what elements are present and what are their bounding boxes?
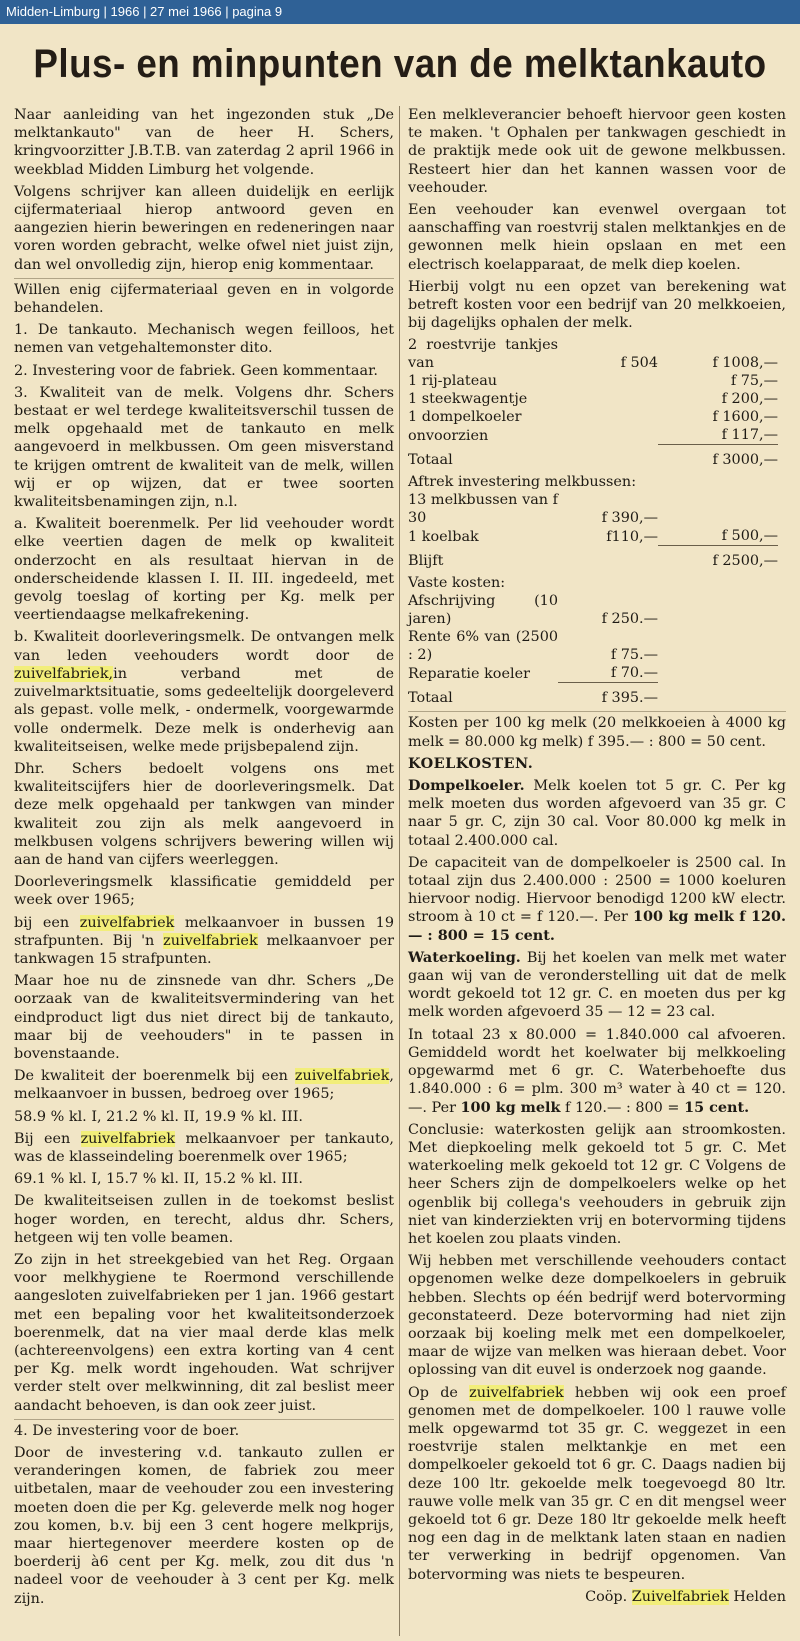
table-row: Aftrek investering melkbussen:	[408, 474, 637, 491]
paragraph: Doorleveringsmelk klassificatie gemiddeld per week over 1965;	[14, 874, 394, 909]
paragraph: 1. De tankauto. Mechanisch wegen feilloos, het nemen van vetgehaltemonster dito.	[14, 322, 394, 357]
paragraph: Dompelkoeler. Melk koelen tot 5 gr. C. Per kg melk moeten dus worden afgevoerd van 35 gr. C naar 5 gr. C, zijn 30 cal. Voor 80.000 kg melk in totaal 2.400.000 cal.	[408, 777, 786, 849]
article-headline: Plus- en minpunten van de melktankauto	[33, 42, 767, 86]
paragraph: 3. Kwaliteit van de melk. Volgens dhr. Schers bestaat er wel terdege kwaliteitsverschil tussen de melk opgehaald met de tankauto en melk aangevoerd in melkbussen. Om geen misverstand te krijgen omtrent de kwaliteit van de melk, willen wij er op wijzen, dat er twee soorten kwaliteitsbenamingen zijn, n.l.	[14, 384, 394, 511]
paragraph: Wij hebben met verschillende veehouders contact opgenomen welke deze dompelkoelers in gebruik hebben. Slechts op één bedrijf werd botervorming geconstateerd. Deze botervorming had niet zijn oorzaak bij koeling melk met een dompelkoeler, maar de wijze van melken was hieraan debet. Voor oplossing van dit euvel is onderzoek nog gaande.	[408, 1253, 786, 1379]
paragraph: Waterkoeling. Bij het koelen van melk met water gaan wij van de veronderstelling uit dat de melk wordt gekoeld tot 12 gr. C. en moeten dus per kg melk worden afgevoerd 35 — 12 = 23 cal.	[408, 948, 786, 1021]
paragraph: Volgens schrijver kan alleen duidelijk en eerlijk cijfermateriaal hierop antwoord geven en aangezien hierin beweringen en redeneringen naar voren worden gebracht, welke ofwel niet juist zijn, dan wel onvolledig zijn, hierop enig kommentaar.	[14, 183, 394, 273]
article-column-right	[408, 106, 786, 1610]
paragraph: Door de investering v.d. tankauto zullen er veranderingen komen, de fabriek zou meer uitbetalen, maar de veehouder zou een investering moeten doen die per Kg. geleverde melk nog hoger zou komen, b.v. bij een 3 cent hogere melkprijs, maar hiertegenover meerdere kosten op de boerderij à6 cent per Kg. melk, zou dit dus 'n nadeel voor de veehouder à 3 cent per Kg. melk zijn.	[14, 1445, 394, 1607]
paragraph: b. Kwaliteit doorleveringsmelk. De ontvangen melk van leden veehouders wordt door de zuivelfabriek,in verband met de zuivelmarktsituatie, soms gedeeltelijk doorgeleverd als gepast. volle melk, - ondermelk, voorgewarmde volle ondermelk. Deze melk is onderhevig aan kwaliteitseisen, welke mede prijsbepalend zijn.	[14, 629, 394, 755]
table-row: Vaste kosten:	[408, 575, 506, 592]
paragraph: 58.9 % kl. I, 21.2 % kl. II, 19.9 % kl. III.	[14, 1108, 303, 1125]
table-row: Blijft f 2500,—	[408, 546, 778, 571]
paragraph: Maar hoe nu de zinsnede van dhr. Schers „De oorzaak van de kwaliteitsvermindering van het eindproduct ligt dus niet direct bij de tankauto, maar bij de veehouders" in te passen in bovenstaande.	[14, 973, 394, 1062]
article-column-left	[14, 106, 394, 1612]
paragraph: 2. Investering voor de fabriek. Geen kommentaar.	[14, 362, 378, 379]
paragraph: Kosten per 100 kg melk (20 melkkoeien à 4000 kg melk = 80.000 kg melk) f 395.— : 800 = 50 cent.	[408, 711, 786, 750]
paragraph: 4. De investering voor de boer.	[14, 1419, 394, 1440]
table-row: 1 rij-plateau f 75,—	[408, 373, 778, 390]
highlight: zuivelfabriek	[80, 1130, 176, 1147]
table-row: onvoorzien f 117,—	[408, 427, 778, 444]
paragraph: Conclusie: waterkosten gelijk aan stroomkosten. Met diepkoeling melk gekoeld tot 5 gr. C. Met waterkoeling melk gekoeld tot 12 gr. C Volgens de heer Schers zijn de dompelkoelers welke op het ogenblik bij collega's veehouders in gebruik zijn niet van kinderziekten vrij en botervorming tijdens het koelen zou plaats vinden.	[408, 1121, 786, 1247]
table-row: Totaal f 3000,—	[408, 445, 778, 470]
highlight: Zuivelfabriek	[631, 1588, 729, 1605]
signature: Coöp. Zuivelfabriek Helden	[585, 1588, 786, 1605]
highlight: zuivelfabriek	[469, 1384, 564, 1401]
paragraph: De kwaliteit der boerenmelk bij een zuivelfabriek, melkaanvoer in bussen, bedroeg over 1965;	[14, 1068, 394, 1103]
newspaper-page	[0, 24, 800, 1641]
table-row: 1 koelbak f110,— f 500,—	[408, 528, 778, 545]
paragraph: Dhr. Schers bedoelt volgens ons met kwaliteitscijfers hier de doorleveringsmelk. Dat deze melk opgehaald per tankwgen van minder kwaliteit zou zijn als melk aangevoerd in melkbusen volgens schrijvers bewering willen wij aan de hand van cijfers weerleggen.	[14, 760, 394, 868]
page-header-text: Midden-Limburg | 1966 | 27 mei 1966 | pagina 9	[6, 4, 283, 19]
cost-table	[408, 336, 778, 707]
table-row: Afschrijving (10 jaren) f 250.—	[408, 593, 658, 628]
paragraph: a. Kwaliteit boerenmelk. Per lid veehouder wordt elke veertien dagen de melk op kwaliteit onderzocht en als resultaat hiervan in de onderscheidende klassen I. II. III. ingedeeld, met gevolg toeslag of korting per Kg. melk per veertiendaagse melkafrekening.	[14, 516, 394, 624]
paragraph: 69.1 % kl. I, 15.7 % kl. II, 15.2 % kl. III.	[14, 1171, 303, 1188]
paragraph: Hierbij volgt nu een opzet van berekening wat betreft kosten voor een bedrijf van 20 melkkoeien, bij dagelijks ophalen der melk.	[408, 278, 786, 332]
table-row: 1 dompelkoeler f 1600,—	[408, 409, 778, 426]
table-row: Totaal f 395.—	[408, 683, 778, 708]
paragraph: Willen enig cijfermateriaal geven en in volgorde behandelen.	[14, 278, 394, 317]
highlight: zuivelfabriek	[294, 1068, 390, 1085]
paragraph: In totaal 23 x 80.000 = 1.840.000 cal afvoeren. Gemiddeld wordt het koelwater bij melkkoeling opgewarmd met 6 gr. C. Waterbehoefte dus 1.840.000 : 6 = plm. 300 m³ water à 40 ct = 120.—. Per 100 kg melk f 120.— : 800 = 15 cent.	[408, 1026, 786, 1116]
paragraph: Een veehouder kan evenwel overgaan tot aanschaffing van roestvrij stalen melktankjes en de gewonnen melk hiein opslaan en met een electrisch koelapparaat, de melk diep koelen.	[408, 202, 786, 273]
page-header-bar	[0, 0, 800, 24]
paragraph: Bij een zuivelfabriek melkaanvoer per tankauto, was de klasseindeling boerenmelk over 1965;	[14, 1130, 394, 1165]
paragraph: Naar aanleiding van het ingezonden stuk „De melktankauto" van de heer H. Schers, kringvoorzitter J.B.T.B. van zaterdag 2 april 1966 in weekblad Midden Limburg het volgende.	[14, 107, 394, 178]
paragraph: Op de zuivelfabriek hebben wij ook een proef genomen met de dompelkoeler. 100 l rauwe volle melk opgewarmd tot 35 gr. C. weggezet in een roestvrije stalen melktankje en met een dompelkoeler gekoeld tot 6 gr. C. Daags nadien bij deze 100 ltr. gekoelde melk toegevoegd 80 ltr. rauwe volle melk van 35 gr. C en dit mengsel weer gekoeld tot 6 gr. Deze 180 ltr gekoelde melk heeft nog een dag in de melktank laten staan en nadien ter verwerking in bedrijf opgenomen. Van botervorming was niets te bespeuren.	[408, 1384, 786, 1583]
table-row: 13 melkbussen van f 30 f 390,—	[408, 492, 658, 527]
table-row: 2 roestvrije tankjes van f 504 f 1008,—	[408, 337, 778, 372]
highlight: zuivelfabriek	[163, 932, 258, 949]
highlight: zuivelfabriek	[79, 914, 175, 931]
highlight: zuivelfabriek,	[14, 665, 114, 682]
paragraph: Een melkleverancier behoeft hiervoor geen kosten te maken. 't Ophalen per tankwagen geschiedt in de praktijk mede ook uit de gewone melkbussen. Resteert hier dan het kannen wassen voor de veehouder.	[408, 107, 786, 196]
paragraph: De kwaliteitseisen zullen in de toekomst beslist hoger worden, en terecht, aldus dhr. Schers, hetgeen wij ten volle beamen.	[14, 1193, 394, 1246]
column-divider	[399, 106, 400, 1636]
paragraph: bij een zuivelfabriek melkaanvoer in bussen 19 strafpunten. Bij 'n zuivelfabriek melkaanvoer per tankwagen 15 strafpunten.	[14, 914, 394, 967]
table-row: Reparatie koeler f 70.—	[408, 665, 658, 682]
table-row: Rente 6% van (2500 : 2) f 75.—	[408, 629, 658, 664]
paragraph: De capaciteit van de dompelkoeler is 2500 cal. In totaal zijn dus 2.400.000 : 2500 = 1000 koeluren hiervoor nodig. Hiervoor benodigd 1200 kW electr. stroom à 10 ct = f 120.—. Per 100 kg melk f 120.— : 800 = 15 cent.	[408, 854, 786, 944]
paragraph: Zo zijn in het streekgebied van het Reg. Orgaan voor melkhygiene te Roermond verschillende aangesloten zuivelfabrieken per 1 jan. 1966 gestart met een bepaling voor het kwaliteitsonderzoek boerenmelk, dat na vier maal derde klas melk (achtereenvolgens) een extra korting van 4 cent per Kg. melk wordt ingehouden. Wat schrijver verder stelt over melkwinning, dit zal beslist meer aandacht behoeven, is dan ook zeer juist.	[14, 1251, 394, 1414]
section-heading: KOELKOSTEN.	[408, 754, 534, 772]
table-row: 1 steekwagentje f 200,—	[408, 391, 778, 408]
